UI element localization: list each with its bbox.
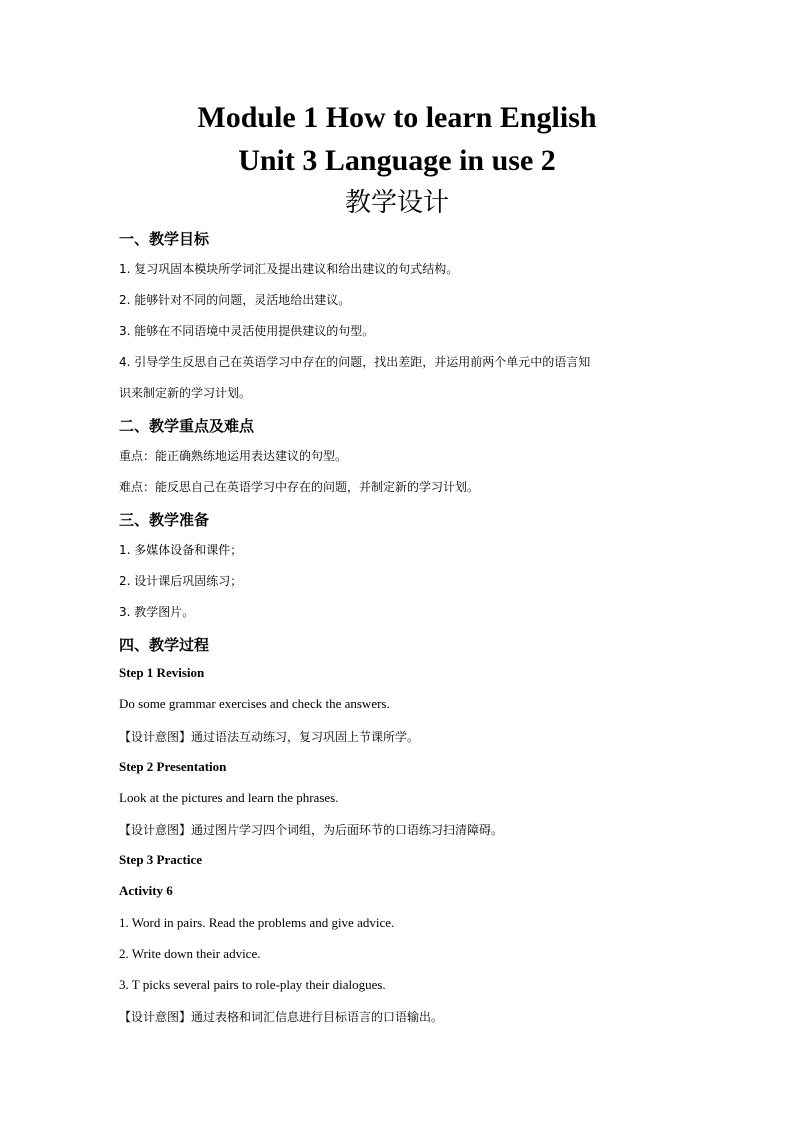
objective-item: 3. 能够在不同语境中灵活使用提供建议的句型。: [119, 324, 375, 338]
preparation-item: 3. 教学图片。: [119, 605, 195, 619]
objective-item: 4. 引导学生反思自己在英语学习中存在的问题，找出差距，并运用前两个单元中的语言知: [119, 355, 591, 369]
title-block: [0, 96, 794, 224]
key-point: 重点：能正确熟练地运用表达建议的句型。: [119, 449, 348, 463]
section-heading-key-points: 二、教学重点及难点: [119, 417, 255, 435]
objective-item: 2. 能够针对不同的问题，灵活地给出建议。: [119, 293, 351, 307]
activity-item: 2. Write down their advice.: [119, 946, 261, 961]
section-heading-preparation: 三、教学准备: [119, 511, 210, 529]
objective-item-continued: 识来制定新的学习计划。: [119, 386, 252, 400]
step2-title: Step 2 Presentation: [119, 759, 227, 774]
activity-title: Activity 6: [119, 883, 173, 898]
difficult-point: 难点：能反思自己在英语学习中存在的问题，并制定新的学习计划。: [119, 480, 480, 494]
section-heading-objectives: 一、教学目标: [119, 230, 210, 248]
step1-title: Step 1 Revision: [119, 665, 205, 680]
activity-item: 3. T picks several pairs to role-play their dialogues.: [119, 977, 386, 992]
unit-title: Unit 3 Language in use 2: [238, 144, 556, 177]
objective-item: 1. 复习巩固本模块所学词汇及提出建议和给出建议的句式结构。: [119, 262, 459, 276]
step2-design-intent: 【设计意图】通过图片学习四个词组，为后面环节的口语练习扫清障碍。: [119, 823, 504, 837]
preparation-item: 2. 设计课后巩固练习；: [119, 574, 243, 588]
step1-text: Do some grammar exercises and check the answers.: [119, 696, 390, 711]
activity-item: 1. Word in pairs. Read the problems and give advice.: [119, 915, 395, 930]
step2-text: Look at the pictures and learn the phrases.: [119, 790, 339, 805]
module-title: Module 1 How to learn English: [197, 101, 597, 134]
step3-design-intent: 【设计意图】通过表格和词汇信息进行目标语言的口语输出。: [119, 1010, 444, 1024]
section-heading-process: 四、教学过程: [119, 636, 210, 654]
design-title: 教学设计: [344, 188, 449, 218]
step1-design-intent: 【设计意图】通过语法互动练习，复习巩固上节课所学。: [119, 730, 420, 744]
step3-title: Step 3 Practice: [119, 852, 203, 867]
preparation-item: 1. 多媒体设备和课件；: [119, 543, 243, 557]
